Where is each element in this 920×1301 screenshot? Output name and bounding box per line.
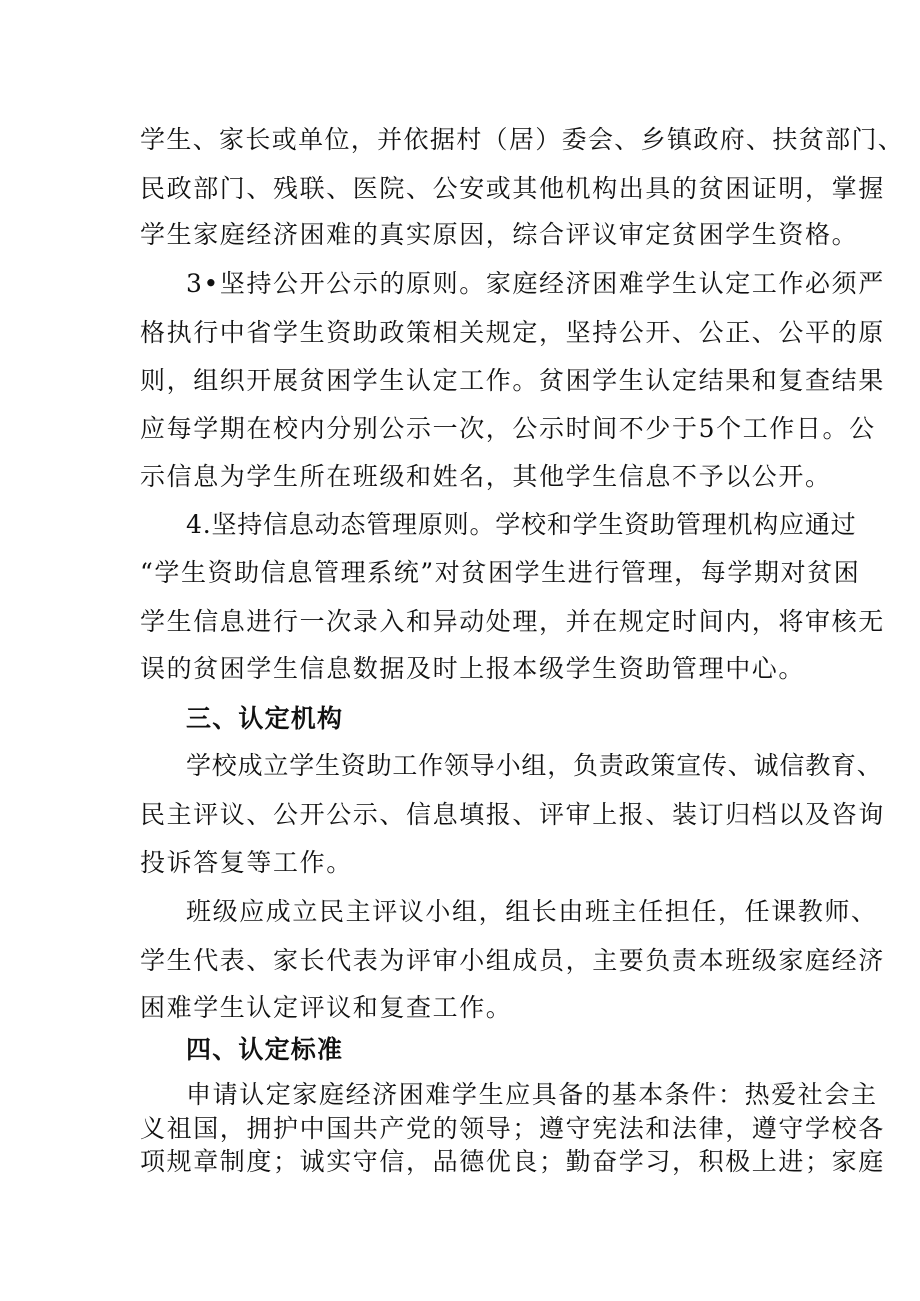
text-line: 困难学生认定评议和复查工作。 (140, 993, 513, 1022)
text-line: “学生资助信息管理系统”对贫困学生进行管理，每学期对贫困 (140, 558, 861, 587)
text-line: 班级应成立民主评议小组，组长由班主任担任，任课教师、 (186, 897, 878, 926)
text-line: 学生、家长或单位，并依据村（居）委会、乡镇政府、扶贫部门、 (140, 125, 905, 154)
text-line: 学生信息进行一次录入和异动处理，并在规定时间内，将审核无 (140, 607, 885, 636)
text-line: 误的贫困学生信息数据及时上报本级学生资助管理中心。 (140, 654, 806, 683)
section-heading: 四、认定标准 (186, 1035, 344, 1064)
text-line: 3•坚持公开公示的原则。家庭经济困难学生认定工作必须严 (186, 269, 885, 298)
text-line: 投诉答复等工作。 (140, 848, 353, 877)
text-line: 格执行中省学生资助政策相关规定，坚持公开、公正、公平的原 (140, 318, 885, 347)
text-line: 学生家庭经济困难的真实原因，综合评议审定贫困学生资格。 (140, 220, 859, 249)
text-line: 民政部门、残联、医院、公安或其他机构出具的贫困证明，掌握 (140, 174, 885, 203)
text-line: 学校成立学生资助工作领导小组，负责政策宣传、诚信教育、 (186, 751, 883, 780)
text-line: 应每学期在校内分别公示一次，公示时间不少于5个工作日。公 (140, 414, 876, 443)
text-line: 申请认定家庭经济困难学生应具备的基本条件：热爱社会主 (186, 1080, 878, 1109)
text-line: 4.坚持信息动态管理原则。学校和学生资助管理机构应通过 (186, 510, 857, 539)
text-line: 则，组织开展贫困学生认定工作。贫困学生认定结果和复查结果 (140, 366, 885, 395)
text-line: 民主评议、公开公示、信息填报、评审上报、装订归档以及咨询 (140, 800, 885, 829)
text-line: 项规章制度；诚实守信，品德优良；勤奋学习，积极上进；家庭 (140, 1147, 885, 1176)
text-line: 义祖国，拥护中国共产党的领导；遵守宪法和法律，遵守学校各 (140, 1114, 885, 1143)
text-line: 示信息为学生所在班级和姓名，其他学生信息不予以公开。 (140, 462, 832, 491)
section-heading: 三、认定机构 (186, 704, 344, 733)
text-line: 学生代表、家长代表为评审小组成员，主要负责本班级家庭经济 (140, 946, 885, 975)
